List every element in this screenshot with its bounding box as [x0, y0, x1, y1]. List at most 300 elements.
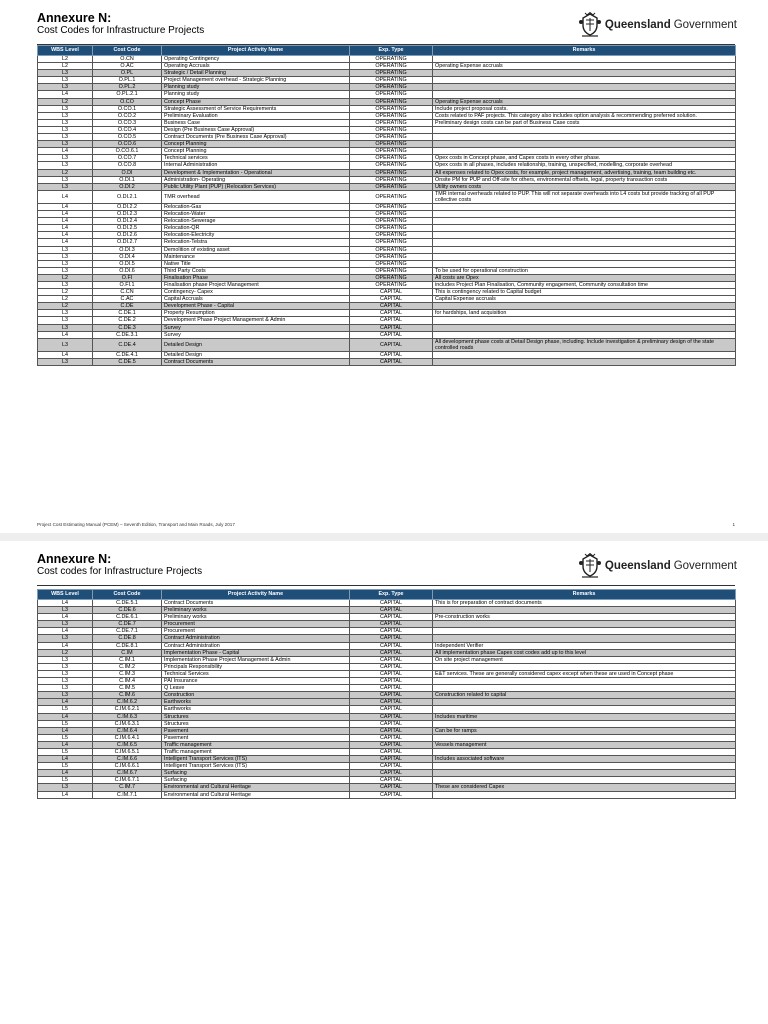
exp-type-cell: CAPITAL — [350, 324, 433, 331]
activity-name-cell: Relocation-Gas — [162, 203, 350, 210]
table-row — [38, 607, 736, 614]
table-row — [38, 699, 736, 706]
table-row — [38, 600, 736, 607]
wbs-level-cell: L3 — [38, 310, 93, 317]
table-row — [38, 727, 736, 734]
table-row — [38, 155, 736, 162]
wbs-level-cell: L3 — [38, 176, 93, 183]
activity-name-cell: Operating Accruals — [162, 63, 350, 70]
table-row — [38, 176, 736, 183]
wbs-level-cell: L4 — [38, 614, 93, 621]
col-header-activity-name: Project Activity Name — [162, 590, 350, 600]
exp-type-cell: CAPITAL — [350, 310, 433, 317]
remarks-cell — [433, 763, 736, 770]
table-row — [38, 274, 736, 281]
wbs-level-cell: L3 — [38, 134, 93, 141]
table-row — [38, 359, 736, 366]
wbs-level-cell: L4 — [38, 203, 93, 210]
cost-code-cell: O.CO.1 — [93, 105, 162, 112]
activity-name-cell: TMR overhead — [162, 190, 350, 203]
exp-type-cell: OPERATING — [350, 162, 433, 169]
exp-type-cell: OPERATING — [350, 253, 433, 260]
exp-type-cell: CAPITAL — [350, 303, 433, 310]
exp-type-cell: CAPITAL — [350, 331, 433, 338]
cost-code-cell: C.IM.6.4.1 — [93, 734, 162, 741]
table-row — [38, 134, 736, 141]
cost-code-cell: C.IM.7.1 — [93, 791, 162, 798]
table-row — [38, 98, 736, 105]
cost-code-cell: O.FI — [93, 274, 162, 281]
cost-code-table — [37, 589, 736, 799]
wbs-level-cell: L4 — [38, 218, 93, 225]
exp-type-cell: CAPITAL — [350, 607, 433, 614]
cost-code-cell: C.DE.7.1 — [93, 628, 162, 635]
remarks-cell — [433, 218, 736, 225]
activity-name-cell: Third Party Costs — [162, 267, 350, 274]
activity-name-cell: Concept Planning — [162, 141, 350, 148]
activity-name-cell: Finalisation phase Project Management — [162, 282, 350, 289]
logo-government-text: Government — [673, 19, 737, 31]
remarks-cell — [433, 253, 736, 260]
wbs-level-cell: L2 — [38, 649, 93, 656]
remarks-cell: Includes maritime — [433, 713, 736, 720]
remarks-cell — [433, 77, 736, 84]
exp-type-cell: OPERATING — [350, 176, 433, 183]
exp-type-cell: OPERATING — [350, 141, 433, 148]
remarks-cell: To be used for operational construction — [433, 267, 736, 274]
page-header — [37, 553, 737, 583]
wbs-level-cell: L2 — [38, 296, 93, 303]
activity-name-cell: Strategic / Detail Planning — [162, 70, 350, 77]
table-row — [38, 614, 736, 621]
remarks-cell: Opex costs in Concept phase, and Capex costs in every other phase. — [433, 155, 736, 162]
cost-code-cell: O.CO.6 — [93, 141, 162, 148]
table-row — [38, 685, 736, 692]
exp-type-cell: CAPITAL — [350, 706, 433, 713]
table-row — [38, 770, 736, 777]
exp-type-cell: OPERATING — [350, 98, 433, 105]
cost-code-cell: O.DI.5 — [93, 260, 162, 267]
table-row — [38, 211, 736, 218]
coat-of-arms-icon — [578, 553, 602, 579]
remarks-cell: for hardships, land acquisition — [433, 310, 736, 317]
logo-queensland-text: Queensland — [604, 560, 671, 572]
col-header-activity-name: Project Activity Name — [162, 46, 350, 56]
exp-type-cell: CAPITAL — [350, 756, 433, 763]
wbs-level-cell: L3 — [38, 246, 93, 253]
exp-type-cell: OPERATING — [350, 134, 433, 141]
wbs-level-cell: L3 — [38, 84, 93, 91]
wbs-level-cell: L3 — [38, 324, 93, 331]
table-row — [38, 225, 736, 232]
table-row — [38, 642, 736, 649]
activity-name-cell: Preliminary works — [162, 607, 350, 614]
activity-name-cell: Planning study — [162, 84, 350, 91]
table-row — [38, 253, 736, 260]
exp-type-cell: CAPITAL — [350, 727, 433, 734]
wbs-level-cell: L4 — [38, 91, 93, 98]
exp-type-cell: OPERATING — [350, 239, 433, 246]
activity-name-cell: Contract Administration — [162, 635, 350, 642]
table-row — [38, 706, 736, 713]
exp-type-cell: CAPITAL — [350, 317, 433, 324]
exp-type-cell: CAPITAL — [350, 663, 433, 670]
remarks-cell — [433, 720, 736, 727]
table-row — [38, 777, 736, 784]
wbs-level-cell: L3 — [38, 162, 93, 169]
activity-name-cell: Intelligent Transport Services (ITS) — [162, 763, 350, 770]
table-row — [38, 635, 736, 642]
exp-type-cell: OPERATING — [350, 148, 433, 155]
table-row — [38, 756, 736, 763]
table-row — [38, 351, 736, 358]
remarks-cell: Construction related to capital — [433, 692, 736, 699]
cost-code-cell: C.CN — [93, 289, 162, 296]
exp-type-cell: OPERATING — [350, 232, 433, 239]
remarks-cell — [433, 134, 736, 141]
wbs-level-cell: L5 — [38, 734, 93, 741]
activity-name-cell: Contract Documents — [162, 359, 350, 366]
activity-name-cell: PAI Insurance — [162, 678, 350, 685]
exp-type-cell: CAPITAL — [350, 296, 433, 303]
exp-type-cell: CAPITAL — [350, 720, 433, 727]
remarks-cell — [433, 359, 736, 366]
wbs-level-cell: L3 — [38, 141, 93, 148]
activity-name-cell: Relocation-QR — [162, 225, 350, 232]
table-row — [38, 183, 736, 190]
wbs-level-cell: L3 — [38, 260, 93, 267]
remarks-cell: Capital Expense accruals — [433, 296, 736, 303]
remarks-cell — [433, 239, 736, 246]
remarks-cell — [433, 777, 736, 784]
wbs-level-cell: L5 — [38, 748, 93, 755]
activity-name-cell: Technical services — [162, 155, 350, 162]
footer-text: Project Cost Estimating Manual (PCEM) – Seventh Edition, Transport and Main Roads, July 2017 — [37, 522, 235, 527]
table-row — [38, 734, 736, 741]
wbs-level-cell: L3 — [38, 656, 93, 663]
cost-code-cell: O.DI.2.1 — [93, 190, 162, 203]
wbs-level-cell: L4 — [38, 727, 93, 734]
wbs-level-cell: L4 — [38, 148, 93, 155]
table-row — [38, 267, 736, 274]
wbs-level-cell: L3 — [38, 253, 93, 260]
remarks-cell — [433, 203, 736, 210]
table-row — [38, 56, 736, 63]
exp-type-cell: OPERATING — [350, 274, 433, 281]
exp-type-cell: OPERATING — [350, 218, 433, 225]
remarks-cell — [433, 84, 736, 91]
table-row — [38, 190, 736, 203]
table-row — [38, 303, 736, 310]
cost-code-cell: C.DE.4.1 — [93, 351, 162, 358]
remarks-cell — [433, 734, 736, 741]
table-row — [38, 162, 736, 169]
activity-name-cell: Environmental and Cultural Heritage — [162, 791, 350, 798]
exp-type-cell: CAPITAL — [350, 649, 433, 656]
activity-name-cell: Planning study — [162, 91, 350, 98]
remarks-cell: Opex costs in all phases, includes relationship, training, unspecified, modelling, corporate overhead — [433, 162, 736, 169]
exp-type-cell: CAPITAL — [350, 621, 433, 628]
annexure-title: Annexure N: — [37, 552, 112, 566]
table-row — [38, 126, 736, 133]
wbs-level-cell: L4 — [38, 225, 93, 232]
table-row — [38, 70, 736, 77]
wbs-level-cell: L3 — [38, 359, 93, 366]
wbs-level-cell: L4 — [38, 239, 93, 246]
table-row — [38, 112, 736, 119]
table-row — [38, 239, 736, 246]
exp-type-cell: CAPITAL — [350, 713, 433, 720]
activity-name-cell: Capital Accruals — [162, 296, 350, 303]
activity-name-cell: Technical Services — [162, 670, 350, 677]
wbs-level-cell: L2 — [38, 63, 93, 70]
table-row — [38, 105, 736, 112]
activity-name-cell: Native Title — [162, 260, 350, 267]
remarks-cell — [433, 635, 736, 642]
exp-type-cell: OPERATING — [350, 63, 433, 70]
exp-type-cell: OPERATING — [350, 155, 433, 162]
table-row — [38, 218, 736, 225]
wbs-level-cell: L3 — [38, 663, 93, 670]
cost-code-cell: O.PL.2 — [93, 84, 162, 91]
remarks-cell — [433, 685, 736, 692]
coat-of-arms-icon — [578, 12, 602, 38]
exp-type-cell: OPERATING — [350, 169, 433, 176]
wbs-level-cell: L3 — [38, 685, 93, 692]
cost-code-cell: O.DI — [93, 169, 162, 176]
page-number: 1 — [732, 522, 735, 527]
cost-code-cell: O.DI.2.4 — [93, 218, 162, 225]
activity-name-cell: Q Leave — [162, 685, 350, 692]
activity-name-cell: Contract Documents (Pre Business Case Approval) — [162, 134, 350, 141]
wbs-level-cell: L4 — [38, 232, 93, 239]
col-header-remarks: Remarks — [433, 590, 736, 600]
wbs-level-cell: L4 — [38, 699, 93, 706]
table-row — [38, 663, 736, 670]
cost-code-cell: C.DE.7 — [93, 621, 162, 628]
cost-code-cell: C.DE.6 — [93, 607, 162, 614]
exp-type-cell: CAPITAL — [350, 685, 433, 692]
remarks-cell — [433, 91, 736, 98]
cost-code-cell: C.IM.7 — [93, 784, 162, 791]
cost-code-cell: O.AC — [93, 63, 162, 70]
table-row — [38, 260, 736, 267]
activity-name-cell: Pavement — [162, 734, 350, 741]
exp-type-cell: CAPITAL — [350, 359, 433, 366]
cost-code-cell: O.CO.8 — [93, 162, 162, 169]
wbs-level-cell: L3 — [38, 155, 93, 162]
wbs-level-cell: L3 — [38, 119, 93, 126]
wbs-level-cell: L2 — [38, 98, 93, 105]
activity-name-cell: Strategic Assessment of Service Requirements — [162, 105, 350, 112]
exp-type-cell: OPERATING — [350, 119, 433, 126]
remarks-cell: Can be for ramps — [433, 727, 736, 734]
table-row — [38, 63, 736, 70]
cost-code-cell: O.DI.2.7 — [93, 239, 162, 246]
activity-name-cell: Business Case — [162, 119, 350, 126]
activity-name-cell: Procurement — [162, 621, 350, 628]
remarks-cell — [433, 699, 736, 706]
exp-type-cell: CAPITAL — [350, 734, 433, 741]
cost-code-cell: O.CO.6.1 — [93, 148, 162, 155]
cost-code-cell: C.AC — [93, 296, 162, 303]
table-row — [38, 338, 736, 351]
exp-type-cell: OPERATING — [350, 282, 433, 289]
table-row — [38, 621, 736, 628]
col-header-exp-type: Exp. Type — [350, 590, 433, 600]
exp-type-cell: CAPITAL — [350, 600, 433, 607]
cost-code-cell: C.DE.1 — [93, 310, 162, 317]
activity-name-cell: Finalisation Phase — [162, 274, 350, 281]
activity-name-cell: Property Resumption — [162, 310, 350, 317]
remarks-cell: TMR internal overheads related to PUP. This will not separate overheads into L4 costs but provide tracking of all PUP collective costs — [433, 190, 736, 203]
wbs-level-cell: L3 — [38, 338, 93, 351]
activity-name-cell: Traffic management — [162, 741, 350, 748]
activity-name-cell: Traffic management — [162, 748, 350, 755]
cost-code-cell: O.DI.2.5 — [93, 225, 162, 232]
remarks-cell — [433, 260, 736, 267]
cost-code-cell: O.PL.1 — [93, 77, 162, 84]
cost-code-cell: C.DE.6.1 — [93, 614, 162, 621]
wbs-level-cell: L4 — [38, 351, 93, 358]
activity-name-cell: Surfacing — [162, 777, 350, 784]
wbs-level-cell: L4 — [38, 211, 93, 218]
cost-code-cell: O.CN — [93, 56, 162, 63]
activity-name-cell: Implementation Phase - Capital — [162, 649, 350, 656]
cost-code-cell: C.DE.4 — [93, 338, 162, 351]
remarks-cell — [433, 706, 736, 713]
table-header-row — [38, 46, 736, 56]
cost-code-cell: O.DI.3 — [93, 246, 162, 253]
exp-type-cell: OPERATING — [350, 112, 433, 119]
remarks-cell — [433, 351, 736, 358]
exp-type-cell: OPERATING — [350, 190, 433, 203]
cost-code-cell: C.IM.4 — [93, 678, 162, 685]
cost-code-cell: O.FI.1 — [93, 282, 162, 289]
table-row — [38, 649, 736, 656]
remarks-cell: includes Project Plan Finalisation, Community engagement, Community consultation time — [433, 282, 736, 289]
remarks-cell — [433, 791, 736, 798]
wbs-level-cell: L3 — [38, 183, 93, 190]
exp-type-cell: OPERATING — [350, 56, 433, 63]
cost-code-cell: O.CO.7 — [93, 155, 162, 162]
activity-name-cell: Administration- Operating — [162, 176, 350, 183]
col-header-wbs-level: WBS Level — [38, 46, 93, 56]
activity-name-cell: Maintenance — [162, 253, 350, 260]
exp-type-cell: CAPITAL — [350, 791, 433, 798]
remarks-cell: Preliminary design costs can be part of Business Case costs — [433, 119, 736, 126]
queensland-government-logo — [578, 553, 737, 579]
cost-code-cell: O.DI.2 — [93, 183, 162, 190]
cost-code-cell: C.IM.6.4 — [93, 727, 162, 734]
activity-name-cell: Public Utility Plant (PUP) (Relocation Services) — [162, 183, 350, 190]
wbs-level-cell: L4 — [38, 791, 93, 798]
remarks-cell — [433, 246, 736, 253]
wbs-level-cell: L3 — [38, 267, 93, 274]
cost-code-cell: C.IM.6.6.1 — [93, 763, 162, 770]
activity-name-cell: Internal Administration — [162, 162, 350, 169]
remarks-cell — [433, 303, 736, 310]
cost-code-cell: O.DI.4 — [93, 253, 162, 260]
exp-type-cell: CAPITAL — [350, 670, 433, 677]
table-row — [38, 656, 736, 663]
wbs-level-cell: L4 — [38, 741, 93, 748]
table-row — [38, 246, 736, 253]
col-header-cost-code: Cost Code — [93, 590, 162, 600]
remarks-cell — [433, 148, 736, 155]
remarks-cell — [433, 628, 736, 635]
wbs-level-cell: L3 — [38, 670, 93, 677]
document-page-2 — [0, 541, 768, 1024]
table-row — [38, 91, 736, 98]
exp-type-cell: OPERATING — [350, 260, 433, 267]
wbs-level-cell: L4 — [38, 628, 93, 635]
remarks-cell: Utility owners costs — [433, 183, 736, 190]
cost-code-cell: C.IM.6 — [93, 692, 162, 699]
cost-code-cell: C.IM.5 — [93, 685, 162, 692]
header-divider — [37, 585, 735, 586]
wbs-level-cell: L3 — [38, 126, 93, 133]
page-separator — [0, 533, 768, 541]
table-row — [38, 289, 736, 296]
wbs-level-cell: L4 — [38, 600, 93, 607]
remarks-cell — [433, 232, 736, 239]
exp-type-cell: OPERATING — [350, 246, 433, 253]
cost-code-table — [37, 45, 736, 366]
cost-code-cell: O.PL — [93, 70, 162, 77]
wbs-level-cell: L3 — [38, 784, 93, 791]
activity-name-cell: Relocation-Sewerage — [162, 218, 350, 225]
activity-name-cell: Pavement — [162, 727, 350, 734]
cost-code-cell: C.IM — [93, 649, 162, 656]
cost-code-cell: C.DE.3 — [93, 324, 162, 331]
exp-type-cell: CAPITAL — [350, 784, 433, 791]
cost-code-cell: O.CO — [93, 98, 162, 105]
activity-name-cell: Demolition of existing asset — [162, 246, 350, 253]
cost-code-cell: C.IM.1 — [93, 656, 162, 663]
exp-type-cell: CAPITAL — [350, 678, 433, 685]
remarks-cell: E&T services. These are generally considered capex except when these are used in Concept phase — [433, 670, 736, 677]
exp-type-cell: CAPITAL — [350, 642, 433, 649]
activity-name-cell: Contract Administration — [162, 642, 350, 649]
wbs-level-cell: L4 — [38, 331, 93, 338]
table-row — [38, 741, 736, 748]
logo-government-text: Government — [673, 560, 737, 572]
annexure-title: Annexure N: — [37, 11, 112, 25]
remarks-cell: This is contingency related to Capital budget — [433, 289, 736, 296]
table-row — [38, 282, 736, 289]
activity-name-cell: Contract Documents — [162, 600, 350, 607]
wbs-level-cell: L2 — [38, 56, 93, 63]
exp-type-cell: CAPITAL — [350, 338, 433, 351]
table-row — [38, 296, 736, 303]
table-row — [38, 713, 736, 720]
activity-name-cell: Operating Contingency — [162, 56, 350, 63]
remarks-cell — [433, 607, 736, 614]
exp-type-cell: OPERATING — [350, 225, 433, 232]
remarks-cell: All expenses related to Opex costs, for example, project management, advertising, training, team building etc. — [433, 169, 736, 176]
cost-code-cell: O.DI.2.3 — [93, 211, 162, 218]
remarks-cell: Includes associated software — [433, 756, 736, 763]
exp-type-cell: OPERATING — [350, 84, 433, 91]
cost-code-cell: C.DE.5 — [93, 359, 162, 366]
wbs-level-cell: L3 — [38, 105, 93, 112]
remarks-cell: All implementation phase Capex cost codes add up to this level — [433, 649, 736, 656]
wbs-level-cell: L4 — [38, 642, 93, 649]
col-header-wbs-level: WBS Level — [38, 590, 93, 600]
remarks-cell: Include project proposal costs. — [433, 105, 736, 112]
activity-name-cell: Project Management overhead - Strategic Planning — [162, 77, 350, 84]
